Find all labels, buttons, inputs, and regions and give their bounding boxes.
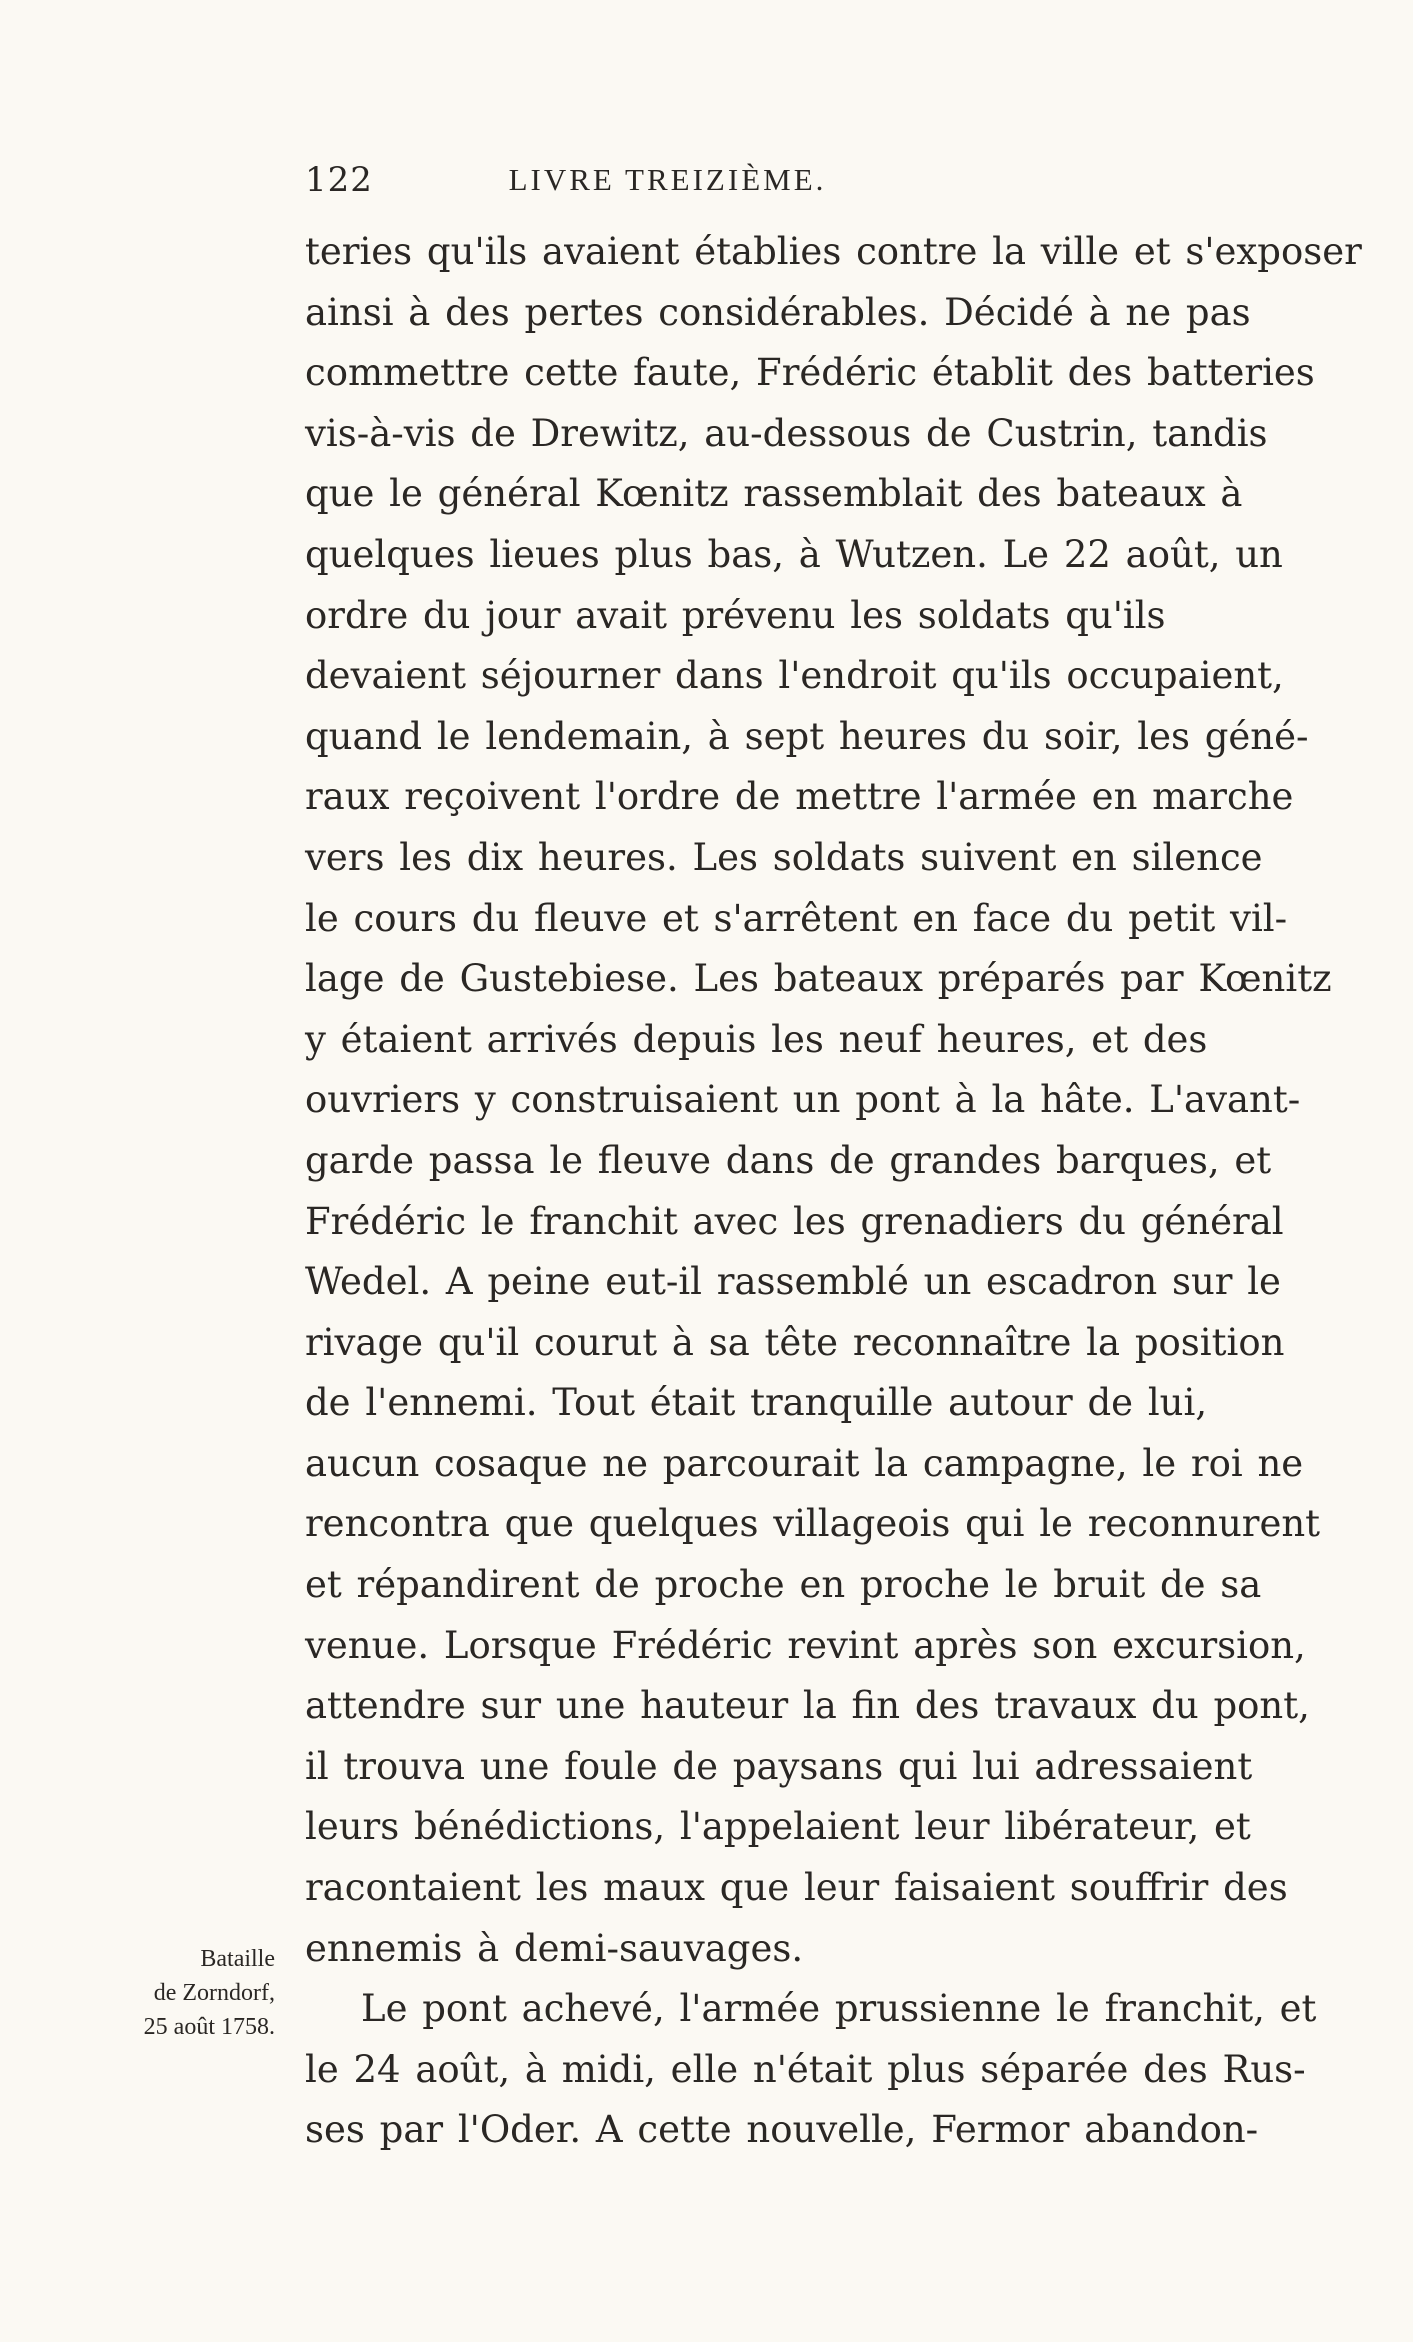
text-line: ouvriers y construisaient un pont à la hâte. L'avant- (305, 1078, 1301, 1122)
text-line: attendre sur une hauteur la fin des travaux du pont, (305, 1684, 1310, 1728)
text-line: racontaient les maux que leur faisaient souffrir des (305, 1866, 1288, 1910)
margin-note-line: 25 août 1758. (143, 2014, 275, 2040)
running-head (305, 156, 1030, 204)
text-line: de l'ennemi. Tout était tranquille autour de lui, (305, 1381, 1208, 1425)
text-line: et répandirent de proche en proche le bruit de sa (305, 1563, 1262, 1607)
text-line: teries qu'ils avaient établies contre la ville et s'exposer (305, 230, 1362, 273)
text-line: quelques lieues plus bas, à Wutzen. Le 22 août, un (305, 532, 1283, 576)
text-line: ainsi à des pertes considérables. Décidé à ne pas (305, 290, 1251, 334)
text-line: aucun cosaque ne parcourait la campagne, le roi ne (305, 1441, 1304, 1485)
margin-note-line: Bataille (200, 1946, 275, 1972)
text-line: garde passa le fleuve dans de grandes barques, et (305, 1138, 1272, 1182)
text-line: leurs bénédictions, l'appelaient leur libérateur, et (305, 1805, 1251, 1849)
text-line: quand le lendemain, à sept heures du soir, les géné- (305, 714, 1309, 758)
text-line: il trouva une foule de paysans qui lui adressaient (305, 1744, 1253, 1788)
text-line: ses par l'Oder. A cette nouvelle, Fermor abandon- (305, 2108, 1259, 2152)
text-line: venue. Lorsque Frédéric revint après son excursion, (305, 1623, 1306, 1667)
margin-note-line: de Zorndorf, (153, 1980, 275, 2006)
text-line: lage de Gustebiese. Les bateaux préparés par Kœnitz (305, 957, 1332, 1001)
text-line: devaient séjourner dans l'endroit qu'ils occupaient, (305, 654, 1284, 698)
text-line: ordre du jour avait prévenu les soldats qu'ils (305, 593, 1166, 637)
text-line: vers les dix heures. Les soldats suivent en silence (305, 835, 1263, 879)
text-line: le 24 août, à midi, elle n'était plus séparée des Rus- (305, 2047, 1306, 2091)
running-title: LIVRE TREIZIÈME. (508, 162, 827, 197)
text-line: y étaient arrivés depuis les neuf heures, et des (305, 1017, 1208, 1061)
text-line: Wedel. A peine eut-il rassemblé un escadron sur le (305, 1260, 1281, 1304)
text-line: Le pont achevé, l'armée prussienne le franchit, et (361, 1987, 1317, 2031)
text-line: vis-à-vis de Drewitz, au-dessous de Custrin, tandis (305, 411, 1268, 455)
text-line: raux reçoivent l'ordre de mettre l'armée en marche (305, 775, 1294, 819)
text-line: ennemis à demi-sauvages. (305, 1926, 804, 1970)
text-line: que le général Kœnitz rassemblait des bateaux à (305, 472, 1243, 516)
margin-note (105, 1942, 275, 2044)
text-line: commettre cette faute, Frédéric établit des batteries (305, 351, 1315, 395)
text-line: Frédéric le franchit avec les grenadiers du général (305, 1199, 1284, 1243)
page-number: 122 (305, 160, 373, 200)
text-line: rivage qu'il courut à sa tête reconnaître la position (305, 1320, 1285, 1364)
text-line: rencontra que quelques villageois qui le reconnurent (305, 1502, 1321, 1546)
text-line: le cours du fleuve et s'arrêtent en face du petit vil- (305, 896, 1288, 940)
body-text (305, 222, 1362, 2161)
